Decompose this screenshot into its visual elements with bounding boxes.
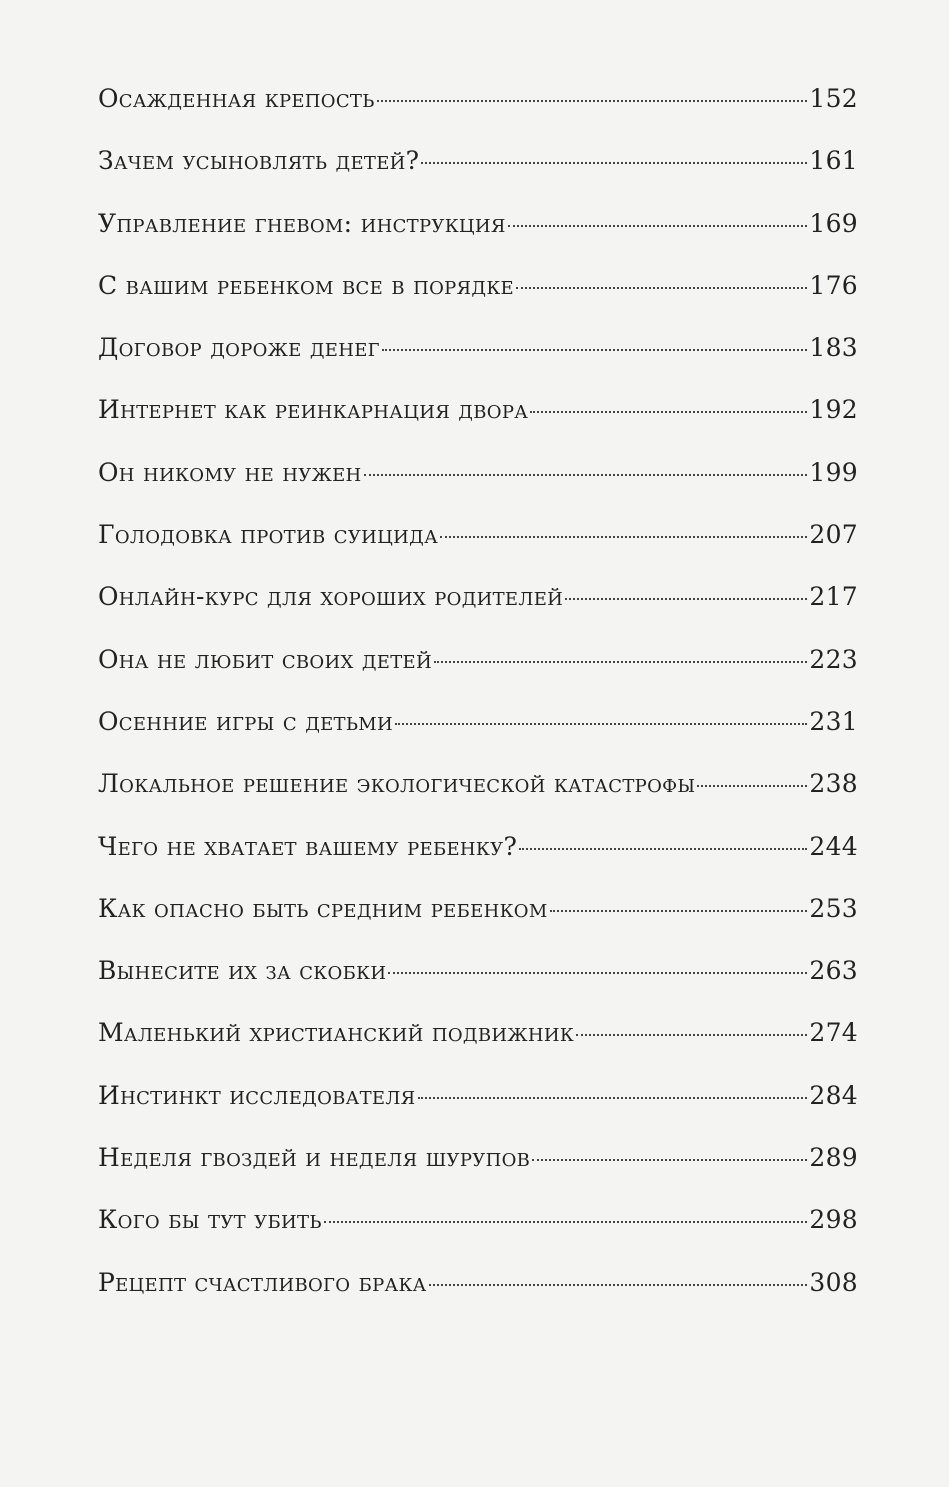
toc-entry-page: 289 bbox=[809, 1143, 858, 1173]
toc-entry bbox=[98, 84, 858, 146]
dot-leader bbox=[532, 1159, 807, 1161]
dot-leader bbox=[429, 1284, 808, 1286]
toc-entry-title: Интернет как реинкарнация двора bbox=[98, 395, 529, 425]
toc-entry-title: Как опасно быть средним ребенком bbox=[98, 893, 548, 923]
toc-entry-title: Рецепт счастливого брака bbox=[98, 1267, 427, 1297]
toc-entry-title: Чего не хватает вашему ребенку? bbox=[98, 831, 518, 861]
toc-entry-page: 192 bbox=[809, 395, 858, 425]
toc-entry bbox=[98, 209, 858, 271]
toc-entry-title: Онлайн-курс для хороших родителей bbox=[98, 582, 564, 612]
dot-leader bbox=[508, 225, 808, 227]
toc-entry bbox=[98, 769, 858, 831]
toc-entry-title: Зачем усыновлять детей? bbox=[98, 146, 420, 176]
toc-entry-title: Вынесите их за скобки bbox=[98, 956, 387, 986]
toc-entry-page: 238 bbox=[809, 769, 858, 799]
dot-leader bbox=[434, 661, 807, 663]
toc-entry-page: 176 bbox=[809, 270, 858, 300]
dot-leader bbox=[382, 349, 807, 351]
toc-entry bbox=[98, 1081, 858, 1143]
toc-entry-page: 284 bbox=[809, 1080, 858, 1110]
dot-leader bbox=[418, 1097, 808, 1099]
toc-entry-page: 199 bbox=[809, 457, 858, 487]
dot-leader bbox=[530, 411, 807, 413]
toc-entry-page: 308 bbox=[809, 1267, 858, 1297]
toc-entry-title: Он никому не нужен bbox=[98, 457, 362, 487]
toc-entry bbox=[98, 582, 858, 644]
toc-entry-page: 274 bbox=[809, 1018, 858, 1048]
dot-leader bbox=[697, 785, 807, 787]
toc-entry-page: 231 bbox=[809, 706, 858, 736]
toc-entry-page: 207 bbox=[809, 520, 858, 550]
dot-leader bbox=[516, 287, 807, 289]
toc-entry-title: Осенние игры с детьми bbox=[98, 706, 394, 736]
toc-entry bbox=[98, 520, 858, 582]
toc-entry-title: С вашим ребенком все в порядке bbox=[98, 270, 514, 300]
toc-entry-page: 169 bbox=[809, 208, 858, 238]
toc-entry-title: Инстинкт исследователя bbox=[98, 1080, 416, 1110]
dot-leader bbox=[388, 972, 807, 974]
toc-entry-page: 244 bbox=[809, 831, 858, 861]
toc-entry bbox=[98, 707, 858, 769]
toc-entry-title: Осажденная крепость bbox=[98, 84, 375, 113]
toc-entry bbox=[98, 956, 858, 1018]
toc-entry-page: 263 bbox=[809, 956, 858, 986]
toc-entry-title: Голодовка против суицида bbox=[98, 520, 438, 550]
table-of-contents bbox=[98, 84, 858, 1330]
dot-leader bbox=[440, 536, 807, 538]
toc-entry bbox=[98, 458, 858, 520]
dot-leader bbox=[565, 598, 807, 600]
toc-entry-page: 152 bbox=[809, 84, 858, 113]
toc-entry bbox=[98, 1143, 858, 1205]
dot-leader bbox=[395, 723, 807, 725]
dot-leader bbox=[576, 1034, 807, 1036]
toc-entry-title: Неделя гвоздей и неделя шурупов bbox=[98, 1143, 531, 1173]
toc-entry bbox=[98, 645, 858, 707]
toc-entry bbox=[98, 395, 858, 457]
toc-entry-page: 183 bbox=[809, 333, 858, 363]
dot-leader bbox=[324, 1221, 808, 1223]
toc-entry-title: Договор дороже денег bbox=[98, 333, 380, 363]
toc-entry bbox=[98, 1268, 858, 1330]
dot-leader bbox=[550, 910, 808, 912]
toc-entry-title: Кого бы тут убить bbox=[98, 1205, 322, 1235]
dot-leader bbox=[364, 474, 808, 476]
toc-entry bbox=[98, 1205, 858, 1267]
toc-entry bbox=[98, 1018, 858, 1080]
toc-entry-title: Маленький христианский подвижник bbox=[98, 1018, 575, 1048]
toc-entry-title: Локальное решение экологической катастрофы bbox=[98, 769, 696, 799]
toc-entry-title: Она не любит своих детей bbox=[98, 644, 432, 674]
toc-entry-title: Управление гневом: инструкция bbox=[98, 208, 506, 238]
toc-entry-page: 253 bbox=[809, 893, 858, 923]
toc-entry bbox=[98, 271, 858, 333]
toc-entry bbox=[98, 894, 858, 956]
dot-leader bbox=[377, 100, 808, 102]
toc-entry-page: 223 bbox=[809, 644, 858, 674]
toc-entry bbox=[98, 146, 858, 208]
dot-leader bbox=[519, 848, 807, 850]
dot-leader bbox=[421, 162, 807, 164]
toc-entry-page: 161 bbox=[809, 146, 858, 176]
toc-entry bbox=[98, 333, 858, 395]
toc-entry-page: 217 bbox=[809, 582, 858, 612]
toc-entry bbox=[98, 832, 858, 894]
toc-entry-page: 298 bbox=[809, 1205, 858, 1235]
